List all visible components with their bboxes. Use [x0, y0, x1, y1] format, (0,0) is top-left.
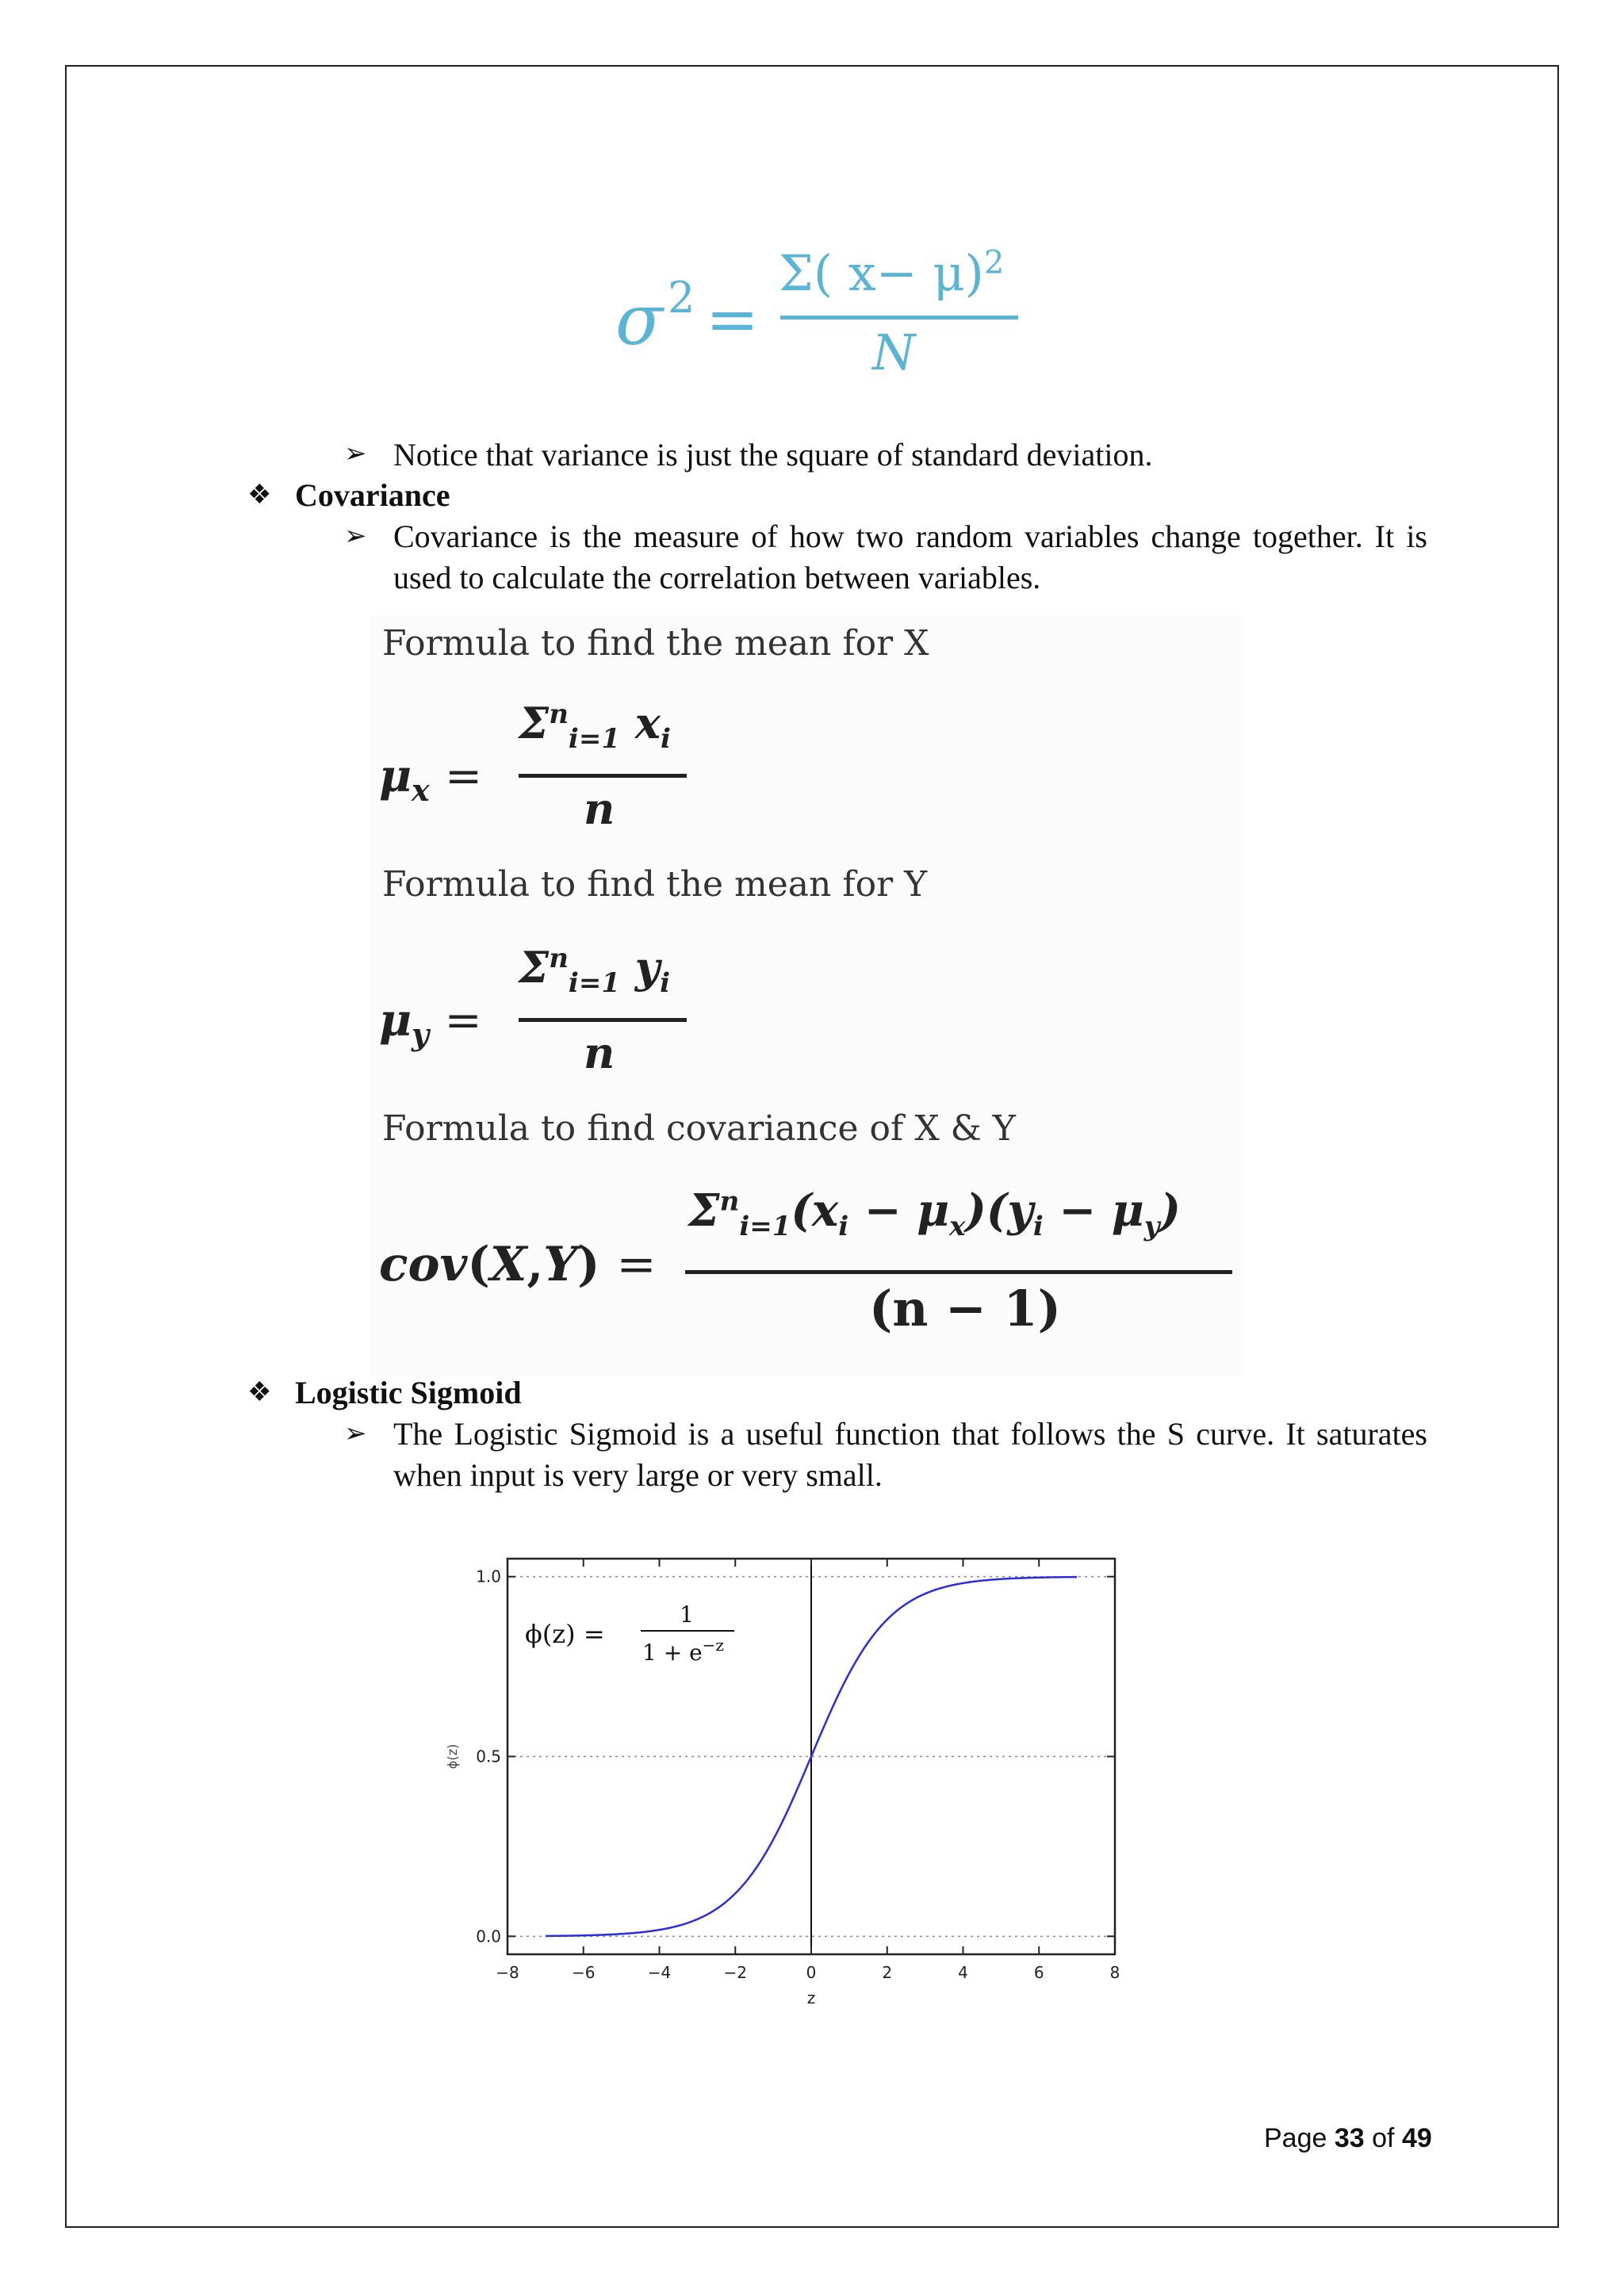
diamond-bullet-icon: ❖ [247, 1378, 272, 1407]
diamond-bullet-icon: ❖ [247, 480, 272, 510]
x-tick-label: −6 [572, 1963, 596, 1982]
arrow-bullet-icon: ➢ [344, 439, 367, 469]
x-tick-label: −4 [647, 1963, 672, 1982]
mean-y-fraction-bar [519, 1018, 687, 1022]
covariance-formulas-image [371, 615, 1243, 1376]
cov-lhs: cov(X,Y) = [379, 1237, 657, 1292]
cov-numerator: $\Sigma^n_{i=1}(x_i - \mu_x)(y_i - \mu_y)$ [688, 1184, 1182, 1243]
annotation-lhs: ϕ(z) = [525, 1619, 605, 1649]
mean-x-numerator: $\Sigma^n_{i=1}$ $x_i$ [519, 698, 671, 755]
mean-y-denominator: n [584, 1027, 615, 1078]
sigmoid-chart [428, 1522, 1205, 2038]
x-tick-label: 0 [806, 1963, 817, 1982]
cov-fraction-bar [685, 1270, 1232, 1274]
x-tick-label: −2 [723, 1963, 747, 1982]
x-tick-label: 6 [1033, 1963, 1044, 1982]
x-tick-label: 8 [1109, 1963, 1120, 1982]
cov-denominator: (n − 1) [869, 1280, 1062, 1337]
chart-background [428, 1522, 1205, 2038]
annotation-numerator: 1 [680, 1601, 694, 1628]
mean-y-numerator: $\Sigma^n_{i=1}$ $y_i$ [519, 942, 671, 999]
annotation-denominator: $1 + e^{-z}$ [642, 1636, 724, 1666]
arrow-bullet-icon: ➢ [344, 522, 367, 551]
mean-x-fraction-bar [519, 774, 687, 778]
y-tick-label: 0.5 [476, 1747, 501, 1766]
variance-formula [603, 238, 1031, 396]
y-tick-label: 1.0 [476, 1567, 501, 1586]
caption-mean-y: Formula to find the mean for Y [382, 864, 928, 905]
x-tick-label: −8 [496, 1963, 519, 1982]
sigmoid-heading: Logistic Sigmoid [295, 1375, 522, 1410]
variance-numerator: Σ( x− μ)$^2$ [779, 244, 1005, 302]
sigmoid-text: The Logistic Sigmoid is a useful function that follows the S curve. It saturates when input is very large or very small. [393, 1416, 1427, 1493]
mean-x-lhs: $\mu_x$ = [379, 750, 483, 809]
x-axis-label: z [806, 1988, 816, 2007]
mean-y-lhs: $\mu_y$ = [379, 994, 482, 1053]
covariance-text: Covariance is the measure of how two random variables change together. It is used to calculate the correlation between variables. [393, 519, 1427, 595]
variance-fraction-bar [780, 316, 1018, 320]
x-tick-label: 4 [958, 1963, 968, 1982]
variance-note: Notice that variance is just the square of standard deviation. [393, 437, 1153, 473]
caption-mean-x: Formula to find the mean for X [382, 623, 929, 664]
y-axis-label: ϕ(z) [445, 1743, 460, 1770]
variance-equals: = [706, 282, 760, 356]
variance-lhs-exponent: 2 [668, 273, 695, 323]
mean-x-denominator: n [584, 783, 615, 834]
variance-denominator: N [872, 323, 916, 381]
x-tick-label: 2 [882, 1963, 893, 1982]
sigmoid-chart-svg [428, 1522, 1205, 2038]
caption-covariance: Formula to find covariance of X & Y [382, 1108, 1016, 1149]
arrow-bullet-icon: ➢ [344, 1419, 367, 1448]
variance-lhs-symbol: σ [615, 279, 664, 361]
covariance-heading: Covariance [295, 477, 450, 513]
page-number: Page 33 of 49 [1264, 2123, 1432, 2153]
y-tick-label: 0.0 [476, 1927, 501, 1946]
